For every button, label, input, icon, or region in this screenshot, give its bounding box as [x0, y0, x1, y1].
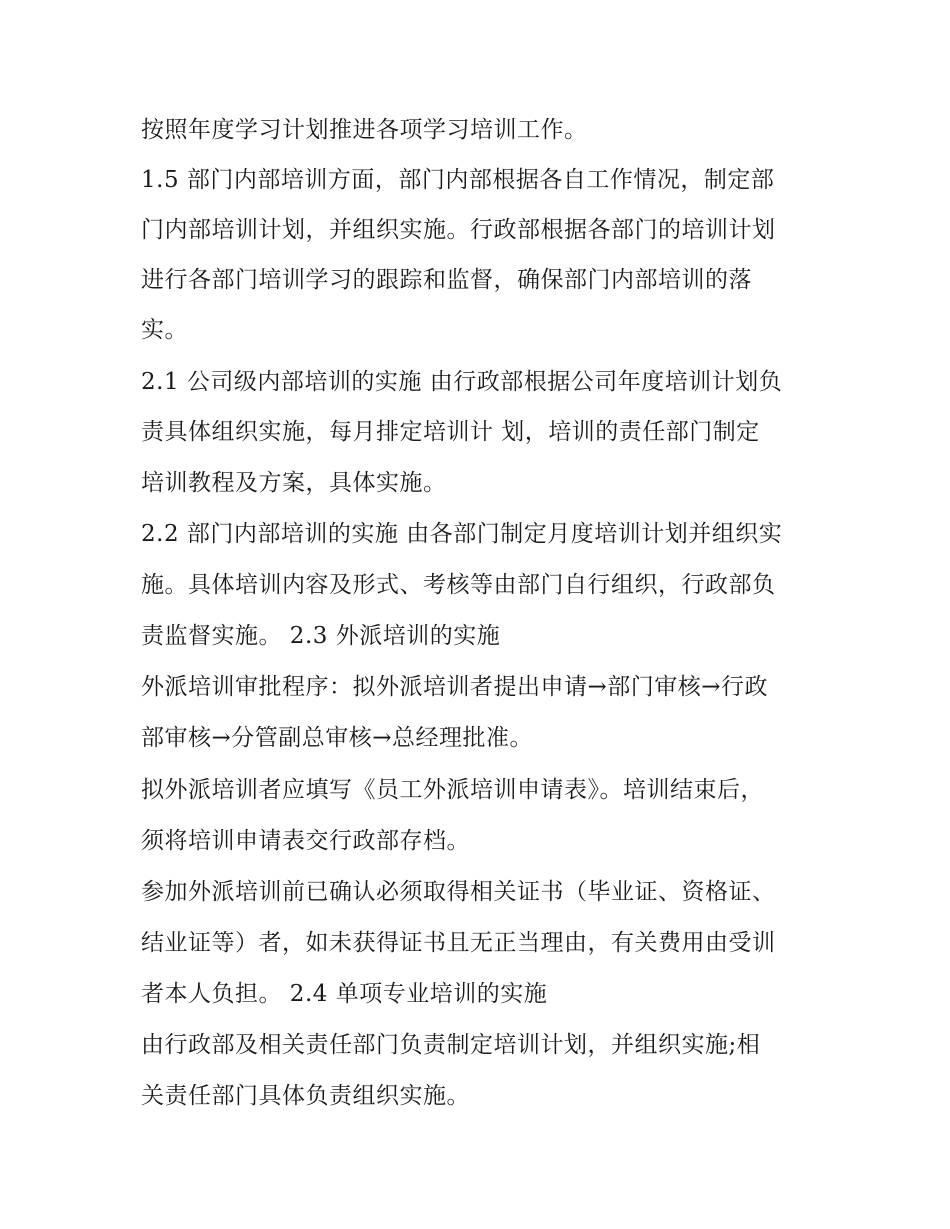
text-line: 参加外派培训前已确认必须取得相关证书（毕业证、资格证、	[141, 879, 776, 905]
text-line: 关责任部门具体负责组织实施。	[141, 1083, 470, 1109]
text-line: 2.2 部门内部培训的实施 由各部门制定月度培训计划并组织实	[141, 521, 783, 547]
text-line: 责具体组织实施，每月排定培训计 划，培训的责任部门制定	[141, 419, 760, 445]
text-line: 外派培训审批程序：拟外派培训者提出申请→部门审核→行政	[141, 674, 769, 700]
text-line: 培训教程及方案，具体实施。	[141, 470, 447, 496]
text-line: 实。	[141, 317, 188, 343]
text-line: 由行政部及相关责任部门负责制定培训计划，并组织实施;相	[141, 1032, 761, 1058]
text-line: 进行各部门培训学习的跟踪和监督，确保部门内部培训的落	[141, 267, 752, 293]
text-line: 拟外派培训者应填写《员工外派培训申请表》。培训结束后，	[141, 777, 764, 803]
text-line: 施。具体培训内容及形式、考核等由部门自行组织，行政部负	[141, 572, 776, 598]
text-line: 部审核→分管副总审核→总经理批准。	[141, 725, 534, 751]
text-line: 按照年度学习计划推进各项学习培训工作。	[141, 117, 588, 143]
text-line: 者本人负担。 2.4 单项专业培训的实施	[141, 981, 548, 1007]
text-line: 须将培训申请表交行政部存档。	[141, 828, 470, 854]
text-line: 1.5 部门内部培训方面，部门内部根据各自工作情况，制定部	[141, 167, 775, 193]
text-line: 责监督实施。 2.3 外派培训的实施	[141, 623, 501, 649]
text-line: 2.1 公司级内部培训的实施 由行政部根据公司年度培训计划负	[141, 369, 783, 395]
text-line: 结业证等）者，如未获得证书且无正当理由，有关费用由受训	[141, 930, 776, 956]
text-line: 门内部培训计划，并组织实施。行政部根据各部门的培训计划	[141, 217, 776, 243]
